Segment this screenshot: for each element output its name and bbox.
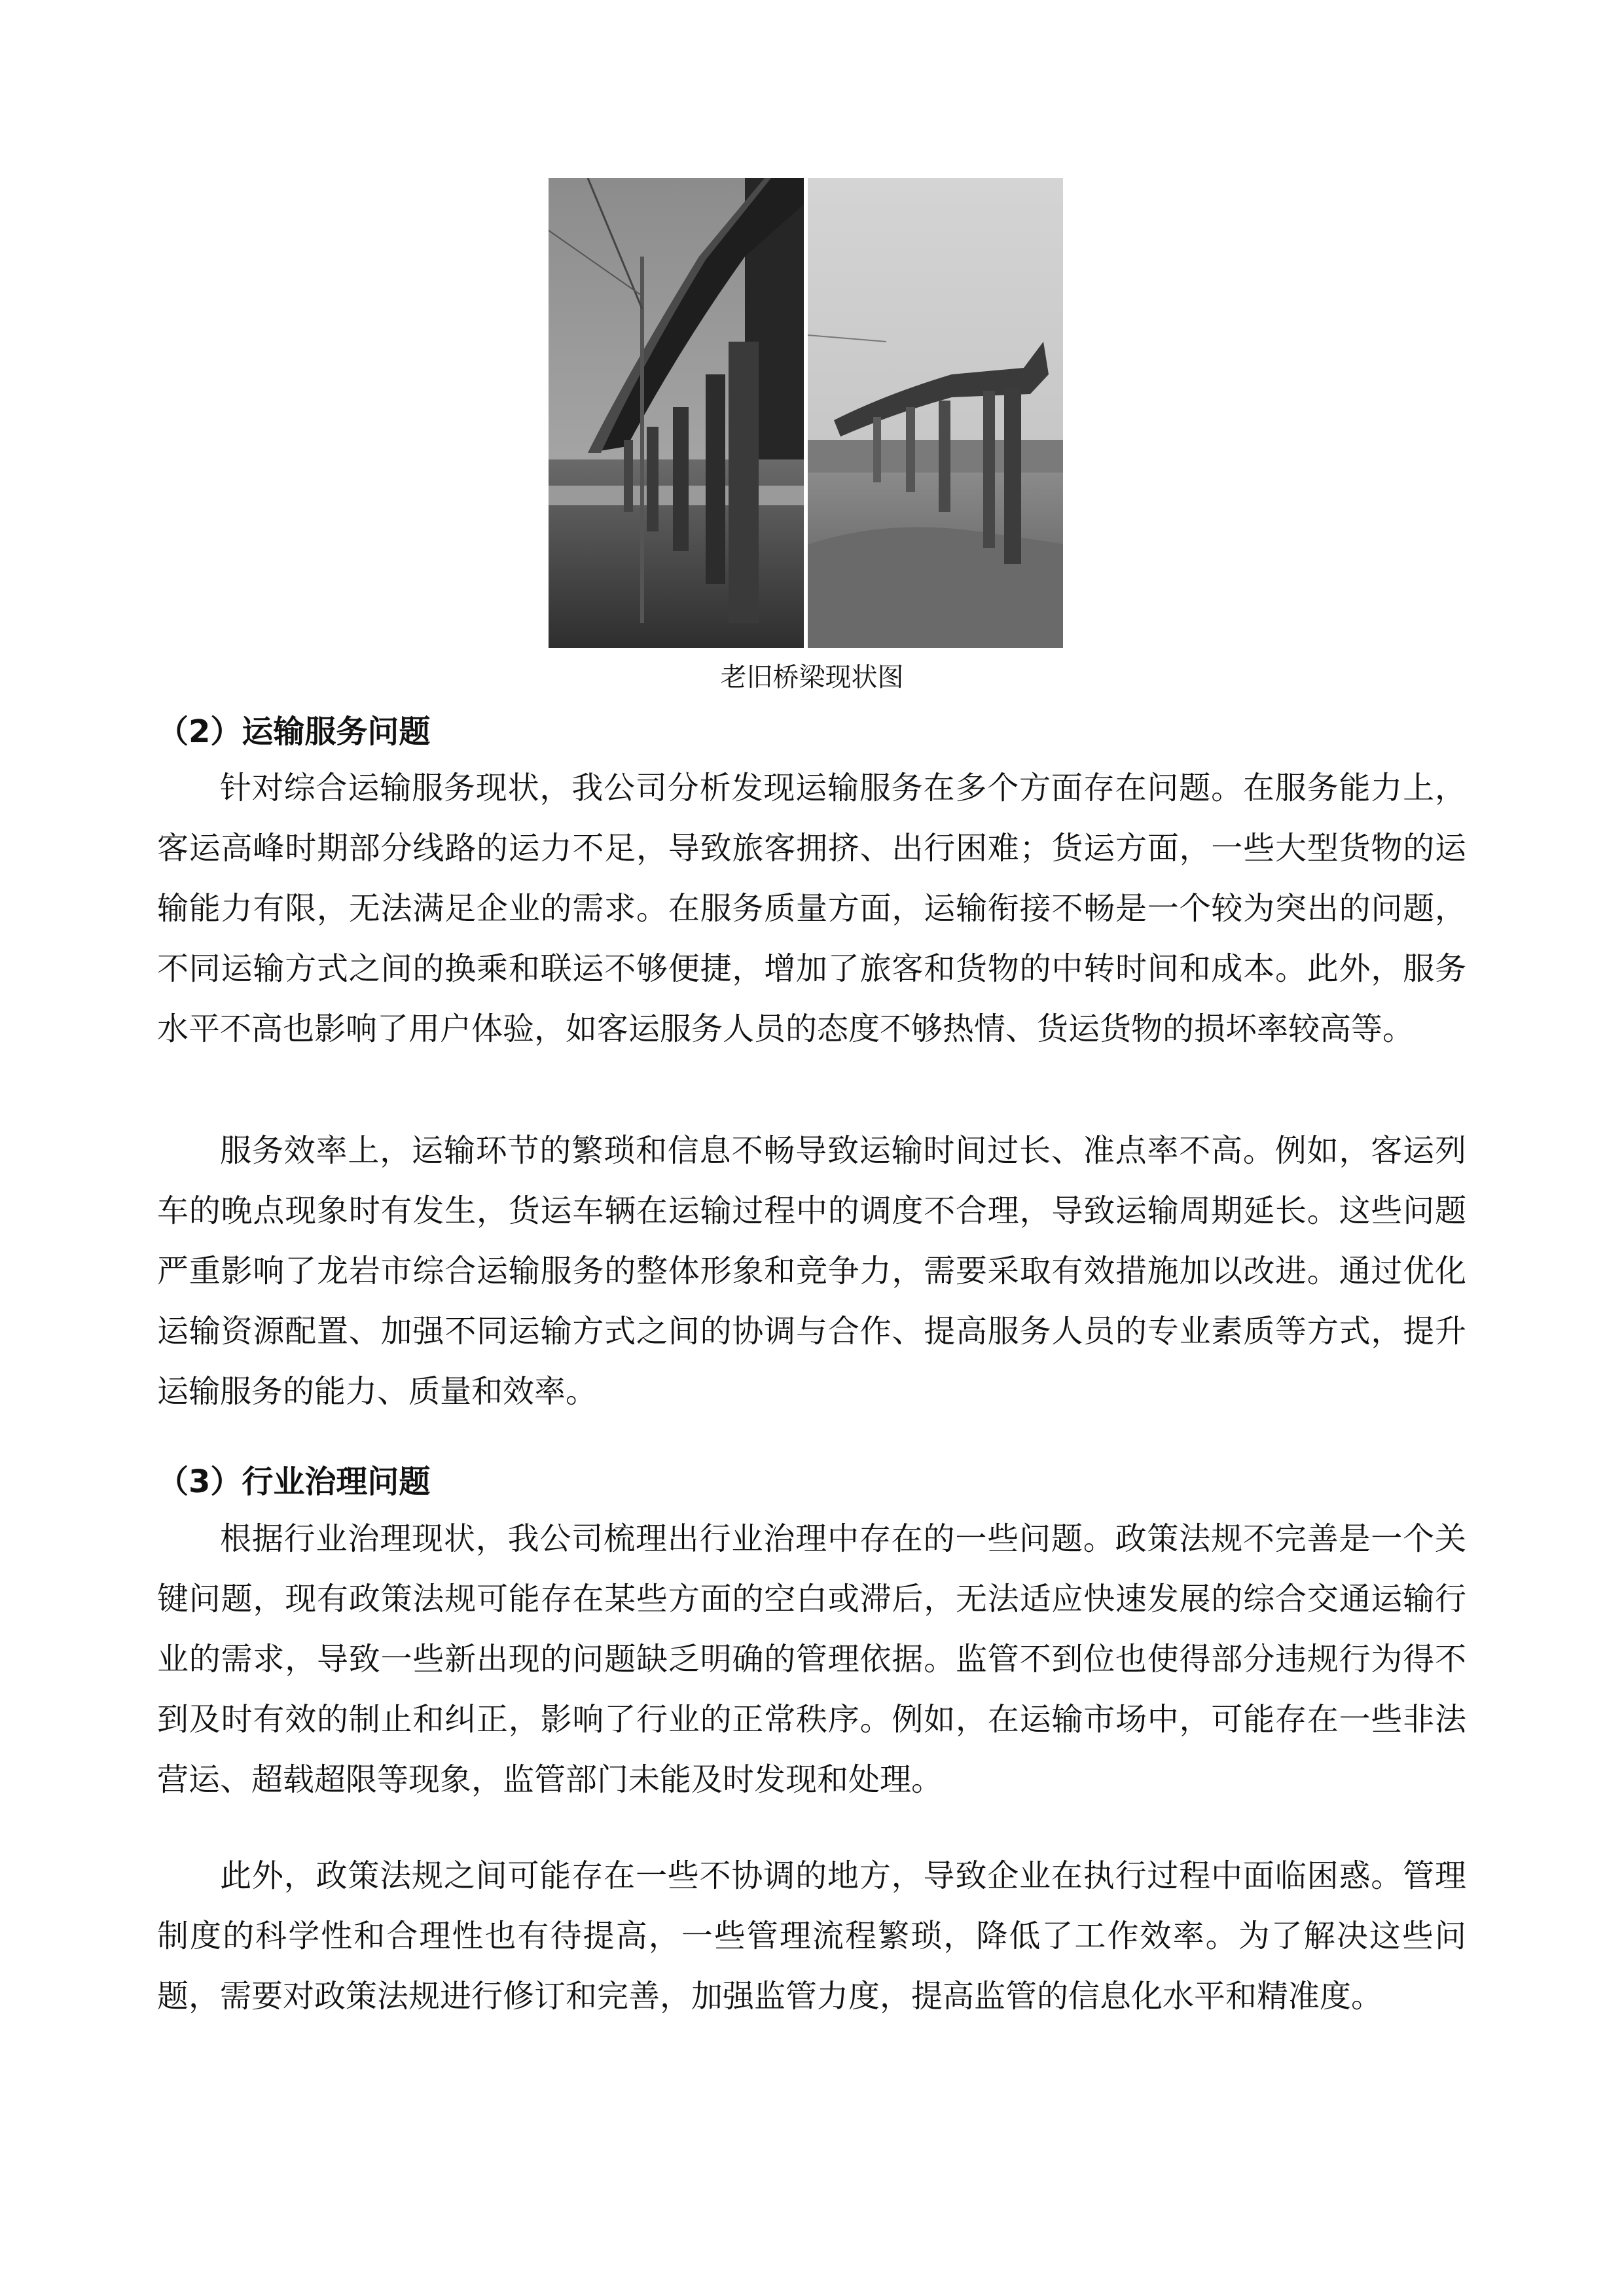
- paragraph-transport-service-1: 针对综合运输服务现状，我公司分析发现运输服务在多个方面存在问题。在服务能力上，客运高峰时期部分线路的运力不足，导致旅客拥挤、出行困难；货运方面，一些大型货物的运输能力有限，无法满足企业的需求。在服务质量方面，运输衔接不畅是一个较为突出的问题，不同运输方式之间的换乘和联运不够便捷，增加了旅客和货物的中转时间和成本。此外，服务水平不高也影响了用户体验，如客运服务人员的态度不够热情、货运货物的损坏率较高等。: [157, 770, 1466, 1047]
- paragraph-industry-governance-2: 此外，政策法规之间可能存在一些不协调的地方，导致企业在执行过程中面临困惑。管理制度的科学性和合理性也有待提高，一些管理流程繁琐，降低了工作效率。为了解决这些问题，需要对政策法规进行修订和完善，加强监管力度，提高监管的信息化水平和精准度。: [157, 1857, 1466, 2015]
- paragraph-industry-governance-1: 根据行业治理现状，我公司梳理出行业治理中存在的一些问题。政策法规不完善是一个关键问题，现有政策法规可能存在某些方面的空白或滞后，无法适应快速发展的综合交通运输行业的需求，导致一些新出现的问题缺乏明确的管理依据。监管不到位也使得部分违规行为得不到及时有效的制止和纠正，影响了行业的正常秩序。例如，在运输市场中，可能存在一些非法营运、超载超限等现象，监管部门未能及时发现和处理。: [157, 1520, 1466, 1798]
- section-heading-industry-governance: （3）行业治理问题: [157, 1463, 431, 1500]
- bridge-photo-right: [808, 178, 1063, 648]
- section-heading-transport-service: （2）运输服务问题: [157, 713, 431, 750]
- bridge-photo-figure: [549, 178, 1063, 648]
- figure-caption: 老旧桥梁现状图: [720, 662, 904, 692]
- bridge-photo-left: [549, 178, 804, 648]
- paragraph-transport-service-2: 服务效率上，运输环节的繁琐和信息不畅导致运输时间过长、准点率不高。例如，客运列车的晚点现象时有发生，货运车辆在运输过程中的调度不合理，导致运输周期延长。这些问题严重影响了龙岩市综合运输服务的整体形象和竞争力，需要采取有效措施加以改进。通过优化运输资源配置、加强不同运输方式之间的协调与合作、提高服务人员的专业素质等方式，提升运输服务的能力、质量和效率。: [157, 1132, 1466, 1410]
